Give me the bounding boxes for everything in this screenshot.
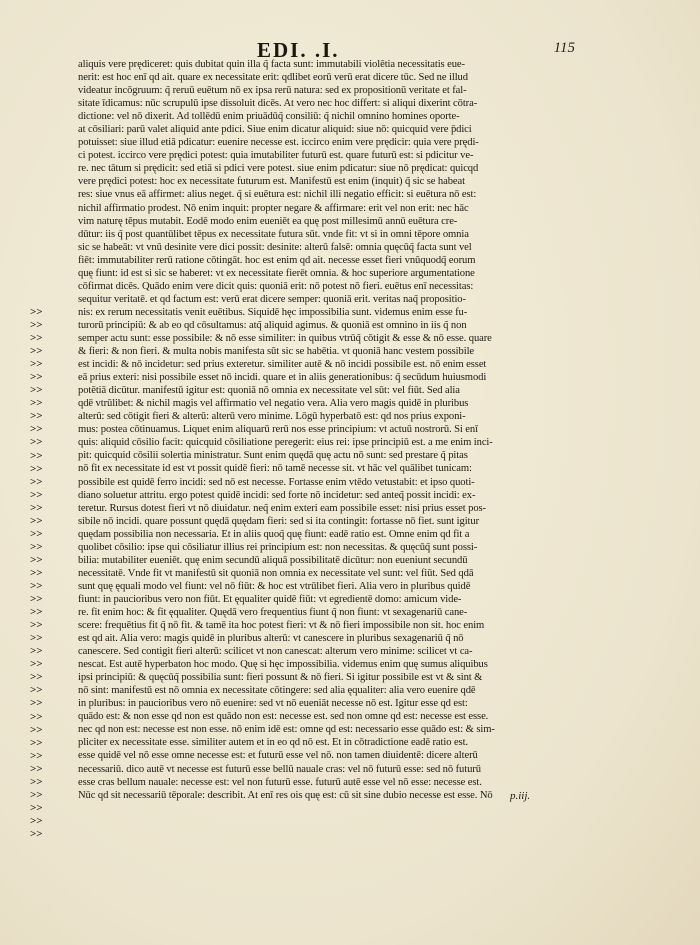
text-line: quādo est: & non esse qd non est quādo non est: necesse est. sed non omne qd est: necesse est esse. [78, 711, 489, 723]
margin-mark: >> [30, 488, 43, 501]
text-line: bilia: mutabiliter eueniēt. quę enim secundū aliquā possibilitatē dicūtur: non eueniunt secundū [78, 554, 468, 566]
margin-mark: >> [30, 593, 43, 606]
text-line: potētiā dicūtur. manifestū igitur est: quoniā nō omnia ex necessitate vel sūt: vel fiūt. Sed alia [78, 385, 460, 397]
text-line: esse quidē vel nō esse omne necesse est: et futurū esse vel nō. non tamen diuidentē: dicere alterū [78, 750, 478, 762]
text-line: esse cras bellum nauale: necesse est: vel non futurū esse. futurū autē esse vel nō esse: necesse est. [78, 776, 482, 788]
text-line: sunt quę ęquali modo vel fiunt: vel nō fiūt: & hoc est vtrūlibet fieri. Alia vero in pluribus quidē [78, 580, 471, 592]
text-line: re. fit enim hoc: & fit ęqualiter. Quędā vero frequentius fiunt q̃ non fiunt: vt sexagenariū cane- [78, 606, 468, 618]
margin-mark: >> [30, 814, 43, 827]
margin-mark: >> [30, 671, 43, 684]
margin-mark: >> [30, 449, 43, 462]
margin-mark: >> [30, 632, 43, 645]
margin-mark: >> [30, 397, 43, 410]
margin-mark: >> [30, 566, 43, 579]
text-line: re. nec tātum si prędicit: sed etiā si pdici vere potest. siue enim pdicatur: siue nō prędicat: quicqd [78, 163, 479, 175]
text-line: sibile nō incidi. quare possunt quędā quędam fieri: sed si ita contingit: fortasse nō fiet. sunt igitur [78, 515, 480, 527]
margin-mark: >> [30, 358, 43, 371]
margin-mark: >> [30, 736, 43, 749]
text-line: quędam possibilia non necessaria. Et in aliis quoq̃ quę fiunt: eadē ratio est. Omne enim qd fit a [78, 528, 470, 540]
text-line: alterū: sed cōtigit fieri & alterū: alterū vero minime. Lōgū hyperbatō est: qd nos prius exponi- [78, 411, 466, 423]
margin-mark: >> [30, 606, 43, 619]
margin-mark: >> [30, 723, 43, 736]
margin-mark: >> [30, 410, 43, 423]
margin-mark: >> [30, 749, 43, 762]
text-line: nec qd non est: necesse est non esse. nō enim idē est: omne qd est: necessario esse quādo est: & sim- [78, 724, 495, 736]
margin-mark: >> [30, 371, 43, 384]
text-line: Nūc qd sit necessariū tēporale: describit. At enī res ois quę est: cū sit sine dubio necesse est esse. Nō [78, 789, 493, 801]
text-line: sitate īdicamus: nūc scrupulū ipse dissoluit dicēs. At vero nec hoc differt: si aliqui dixerint cōtra- [78, 98, 478, 110]
text-line: diano soluetur attritu. ergo potest quidē incidi: sed forte nō incidetur: sed anteq̃ possit incidi: ex- [78, 489, 476, 501]
text-line: nerit: est hoc enī qd ait. quare ex necessitate erit: qdlibet eorū verū erat dicere tūc. Sed ne illud [78, 72, 468, 84]
text-line: fiunt: in paucioribus vero non fiūt. Et ęqualiter quidē fiūt: vt egredientē domo: amicum vide- [78, 593, 462, 605]
margin-mark: >> [30, 645, 43, 658]
margin-mark: >> [30, 384, 43, 397]
margin-mark: >> [30, 305, 43, 318]
text-line: necessitatē. Vnde fit vt manifestū sit quoniā non omnia ex necessitate vel sunt: vel fiūt. Sed qdā [78, 567, 474, 579]
margin-mark: >> [30, 514, 43, 527]
text-line: in pluribus: in paucioribus vero nō euenire: sed vt nō eueniāt necesse nō est. Igitur esse qd est: [78, 698, 468, 710]
margin-mark: >> [30, 580, 43, 592]
margin-mark: >> [30, 423, 43, 436]
text-line: nis: ex rerum necessitatis venit euētibus. Siquidē hęc impossibilia sunt. videmus enim esse fu- [78, 306, 468, 318]
body-text [78, 58, 554, 802]
text-line: nichil affirmatio prodest. Nō enim inquit: propter negare & affirmare: erit vel non erit: nec hāc [78, 202, 469, 214]
margin-mark: >> [30, 788, 43, 801]
text-line: fiēt: immutabiliter rerū ratione cōtingāt. hoc est enim qd ait. necesse esset fieri vnūquodq̃ eorum [78, 254, 476, 266]
text-line: sic se habeāt: vt vnū desinite vere dici possit: desinite: alterū falsē: omnia quęcūq̃ facta sunt vel [78, 241, 472, 253]
text-line: possibile est quidē ferro incidi: sed nō est necesse. Fortasse enim vtēdo vetustabit: et ipso quoti- [78, 476, 475, 488]
running-head: EDI. .I. [257, 38, 340, 62]
text-line: potuisset: siue illud etiā pdicatur: euenire necesse est. iccirco enim vere prędicir: quia vere prędi- [78, 137, 479, 149]
text-line: teretur. Rursus dotest fieri vt nō diuidatur. neq̃ enim exteri eam possibile esset: nisi prius esset pos- [78, 502, 486, 514]
text-line: pit: quicquid cōsilii solertia ministratur. Sunt enim quędā quę actu nō sunt: sed prestare q̃ pitas [78, 450, 468, 462]
margin-mark: >> [30, 553, 43, 566]
margin-mark: >> [30, 762, 43, 775]
folio-number: 115 [553, 40, 575, 56]
text-line: & fieri: & non fieri. & multa nobis manifesta sūt sic se habētia. vt quoniā hanc vestem possibile [78, 346, 475, 358]
margin-mark: >> [30, 775, 43, 788]
text-line: canescere. Sed contigit fieri alterū: scilicet vt non canescat: alterum vero minime: scilicet vt ca- [78, 646, 473, 658]
margin-mark: >> [30, 345, 43, 358]
text-line: vim naturę tēpus mutabit. Eodē modo enim eueniēt ea quę post millesimū annū euētura cre- [78, 215, 458, 227]
text-line: ci potest. iccirco vere prędici potest: quia imutabiliter futurū est. quare futurū est: si pdicitur ve- [78, 150, 474, 162]
margin-marks [30, 0, 70, 945]
margin-mark: >> [30, 462, 43, 475]
text-line: est incidi: & nō incidetur: sed prius exteretur. similiter autē & nō incidi possibile est. nō enim esset [78, 359, 487, 371]
text-line: res: siue vnus eā affirmet: alius neget. q̃ si euētura est: nichil illi negatio efficit: si euētura nō est: [78, 189, 477, 201]
signature-mark: p.iij. [510, 790, 531, 802]
margin-mark: >> [30, 436, 43, 449]
margin-mark: >> [30, 801, 43, 814]
margin-mark: >> [30, 827, 43, 840]
margin-mark: >> [30, 658, 43, 671]
text-line: sequitur veritatē. et qd factum est: verū erat dicere semper: quoniā erit. veritas naq̃ propositio- [78, 293, 466, 305]
text-line: semper actu sunt: esse possibile: & nō esse similiter: in quibus vtrūq̃ cōtigit & esse & nō esse. quare [78, 332, 492, 344]
margin-mark: >> [30, 684, 43, 697]
text-line: quolibet cōsilio: ipse qui cōsiliatur illius rei principium est: non necessitas. & quęcūq̃ sunt possi- [78, 541, 478, 553]
margin-mark: >> [30, 619, 43, 632]
margin-mark: >> [30, 319, 43, 331]
margin-mark: >> [30, 697, 43, 710]
text-line: dūtur: iis q̃ post quantūlibet tēpus ex necessitate futura sūt. vnde fit: vt si in omni tēpore omnia [78, 228, 469, 240]
margin-mark: >> [30, 501, 43, 514]
text-line: turorū principiū: & ab eo qd cōsultamus: atq̃ aliquid agimus. & quoniā est omnino in iis q̃ non [78, 319, 467, 331]
text-line: ipsi principiū: & quęcūq̃ possibilia sunt: fieri possunt & nō fieri. Si igitur possibile est vt & sint & [78, 672, 483, 684]
text-line: vere prędici potest: hoc ex necessitate futurum est. Manifestū est enim (inquit) q̃ sic se habeat [78, 176, 465, 188]
text-line: qdē vtrūlibet: & nichil magis vel affirmatio vel negatio vera. Alia vero magis quidē in pluribus [78, 398, 469, 410]
text-line: quis: aliquid cōsilio facit: quicquid cōsiliatione peregerit: eius rei: ipse principiū est. a me enim inci- [78, 437, 493, 449]
text-line: dictione: vel nō dixerit. Ad tollēdū enim priuādūq̃ consiliū: q̃ nichil omnino homines oporte- [78, 111, 460, 123]
text-line: necessariū. dico autē vt necesse est futurū esse bellū nauale cras: vel nō futurū esse: sed nō futurū [78, 763, 481, 775]
text-line: est qd ait. Alia vero: magis quidē in pluribus alterū: vt canescere in pluribus sexagenariū q̃ nō [78, 633, 464, 645]
text-line: scere: frequētius fit q̃ nō fit. & tamē ita hoc potest fieri: vt & nō fieri impossibile non sit. hoc enim [78, 620, 485, 632]
text-line: at cōsiliari: parū valet aliquid ante pdici. Siue enim dicatur aliquid: siue nō: quicquid vere p̄dici [78, 124, 472, 136]
margin-mark: >> [30, 540, 43, 553]
margin-mark: >> [30, 710, 43, 723]
text-line: nō sint: manifestū est nō omnia ex necessitate cōtingere: sed alia ęqualiter: alia vero euenire qdē [78, 685, 476, 697]
text-line: quę fiunt: id est si sic se haberet: vt ex necessitate fierēt omnia. & hoc superiore argumentatione [78, 267, 475, 279]
text-line: mus: postea cōtinuamus. Liquet enim aliquarū rerū nos esse principium: vt actuū nostrorū. Si enī [78, 424, 478, 436]
margin-mark: >> [30, 475, 43, 488]
text-line: videatur incōgruum: q̃ reruū euētum nō ex ipsa rerū natura: sed ex propositionū veritate et fal- [78, 85, 467, 97]
margin-mark: >> [30, 332, 43, 345]
text-line: pliciter ex necessitate esse. similiter autem et in eo qd nō est. Et in cōtradictione eadē ratio est. [78, 737, 468, 749]
text-line: aliquis vere prędiceret: quis dubitat quin illa q̃ facta sunt: immutabili violētia necessitatis eue- [78, 59, 465, 70]
text-line: nō fit ex necessitate id est vt possit quidē fieri: nō tamē necesse sit. vt hāc vel quālibet tunicam: [78, 463, 472, 475]
text-line: eā prius exteri: nisi possibile esset nō incidi. quare et in aliis generationibus: q̃ secūdum huiusmodi [78, 372, 487, 384]
text-line: cōfirmat dicēs. Quādo enim vere dicit quis: quoniā erit: nō potest nō fieri. euētus enī necessitas: [78, 280, 474, 292]
margin-mark: >> [30, 527, 43, 540]
text-line: nescat. Est autē hyperbaton hoc modo. Quę si hęc impossibilia. videmus enim quę sumus aliquibus [78, 659, 488, 671]
